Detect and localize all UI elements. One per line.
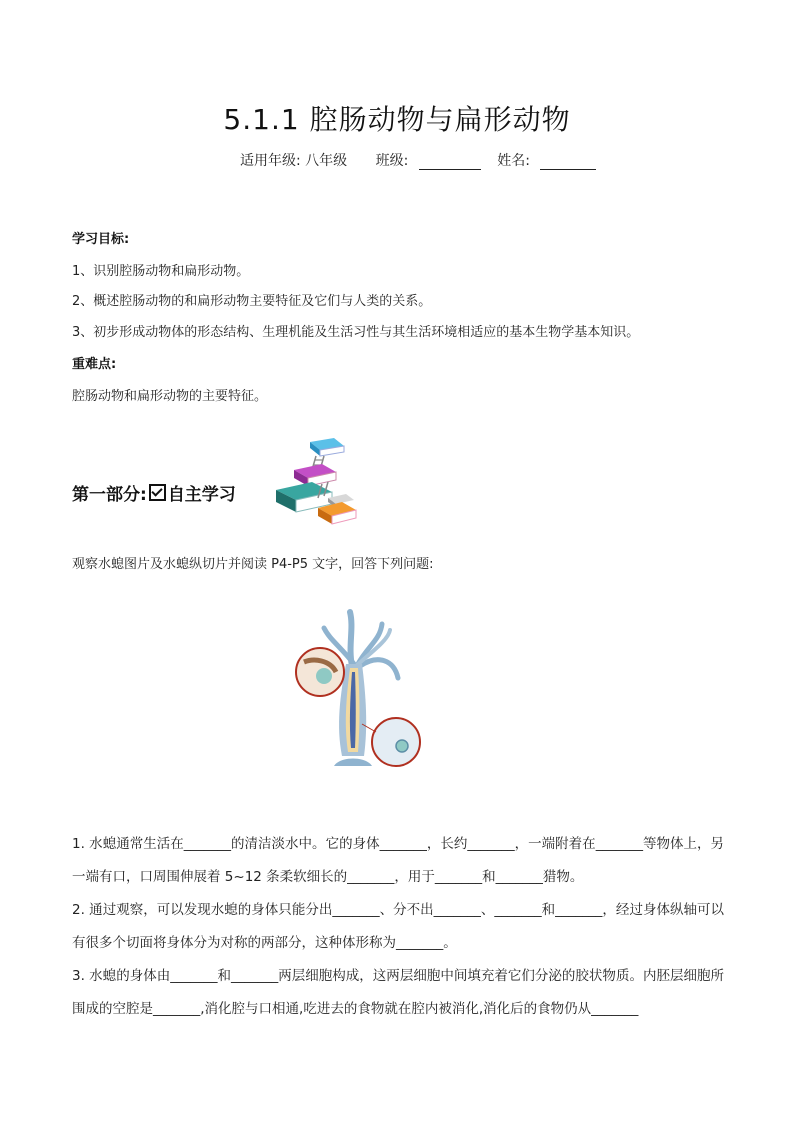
objective-item: 1、识别腔肠动物和扁形动物。 xyxy=(72,264,250,279)
page-title: 5.1.1 腔肠动物与扁形动物 xyxy=(223,103,571,136)
part1-title-suffix: 自主学习 xyxy=(167,485,236,505)
checkbox-icon xyxy=(149,484,166,501)
part1-intro: 观察水螅图片及水螅纵切片并阅读 P4-P5 文字，回答下列问题: xyxy=(72,557,434,572)
objectives-heading: 学习目标: xyxy=(72,232,130,247)
question-2: 2. 通过观察，可以发现水螅的身体只能分出_______、分不出_______、_______和_______，经过身体纵轴可以有很多个切面将身体分为对称的两部分，这种体形称为_______。 xyxy=(72,902,724,951)
objective-item: 3、初步形成动物体的形态结构、生理机能及生活习性与其生活环境相适应的基本生物学基本知识。 xyxy=(72,325,640,340)
header-info xyxy=(240,150,602,170)
questions-block xyxy=(72,828,724,1026)
key-points-text: 腔肠动物和扁形动物的主要特征。 xyxy=(72,389,268,404)
objective-item: 2、概述腔肠动物的和扁形动物主要特征及它们与人类的关系。 xyxy=(72,294,432,309)
name-label: 姓名: xyxy=(497,153,530,169)
class-label: 班级: xyxy=(375,153,409,169)
part1-title-prefix: 第一部分: xyxy=(72,485,147,505)
question-1: 1. 水螅通常生活在_______的清洁淡水中。它的身体_______，长约_______，一端附着在_______等物体上，另一端有口，口周围伸展着 5~12 条柔软细长的_______，用于_______和_______猎物。 xyxy=(72,836,724,885)
question-3: 3. 水螅的身体由_______和_______两层细胞构成，这两层细胞中间填充着它们分泌的胶状物质。内胚层细胞所围成的空腔是_______,消化腔与口相通,吃进去的食物就在腔内被消化,消化后的食物仍从_______ xyxy=(72,968,724,1017)
part1-title xyxy=(72,480,236,505)
hydra-illustration xyxy=(290,606,430,776)
books-stack-icon xyxy=(272,436,362,528)
class-blank[interactable] xyxy=(419,155,481,170)
key-points-heading: 重难点: xyxy=(72,357,117,372)
grade-label: 适用年级: 八年级 xyxy=(240,153,348,169)
name-blank[interactable] xyxy=(540,155,596,170)
